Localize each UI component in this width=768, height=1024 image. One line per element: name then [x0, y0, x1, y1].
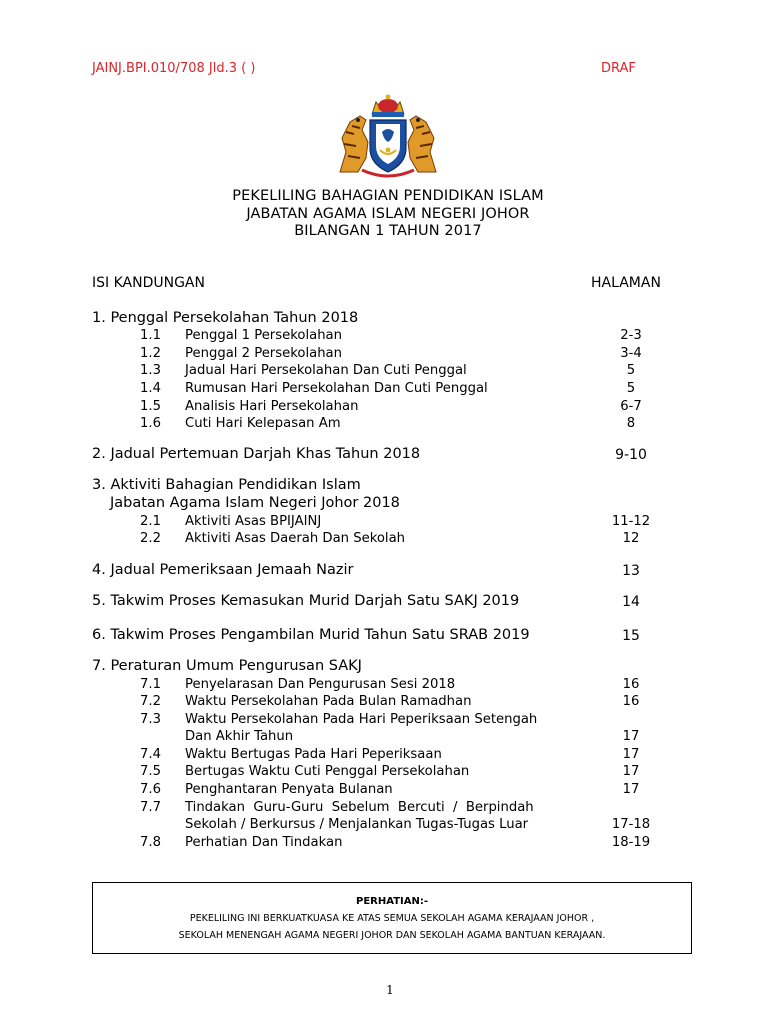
toc-item-num: 1.2 — [140, 346, 161, 361]
toc-item-text: Jadual Hari Persekolahan Dan Cuti Penggal — [185, 363, 467, 378]
toc-item-page: 5 — [626, 381, 636, 396]
toc-section-1: 1. Penggal Persekolahan Tahun 2018 — [92, 310, 359, 326]
notice-line-2: SEKOLAH MENENGAH AGAMA NEGERI JOHOR DAN SEKOLAH AGAMA BANTUAN KERAJAAN. — [178, 930, 606, 941]
toc-item-text: Rumusan Hari Persekolahan Dan Cuti Penggal — [185, 381, 488, 396]
toc-item-num: 7.4 — [140, 747, 161, 762]
toc-item-page: 3-4 — [620, 346, 642, 361]
toc-item-text: Waktu Persekolahan Pada Bulan Ramadhan — [185, 694, 472, 709]
toc-item-page: 17-18 — [611, 817, 651, 832]
toc-item-text: Penggal 1 Persekolahan — [185, 328, 342, 343]
toc-item-num: 7.8 — [140, 835, 161, 850]
toc-section-page: 15 — [622, 628, 640, 644]
toc-item-page: 18-19 — [611, 835, 651, 850]
toc-item-text: Perhatian Dan Tindakan — [185, 835, 343, 850]
toc-item-text: Waktu Bertugas Pada Hari Peperiksaan — [185, 747, 442, 762]
toc-item-text: Tindakan Guru-Guru Sebelum Bercuti / Berpindah — [185, 800, 534, 815]
toc-heading: ISI KANDUNGAN — [92, 275, 205, 291]
toc-section-3-line-2: Jabatan Agama Islam Negeri Johor 2018 — [110, 495, 400, 511]
toc-item-text: Waktu Persekolahan Pada Hari Peperiksaan Setengah — [185, 712, 538, 727]
notice-title: PERHATIAN:- — [356, 896, 428, 907]
toc-section-3: 3. Aktiviti Bahagian Pendidikan Islam — [92, 477, 361, 493]
toc-item-text: Penghantaran Penyata Bulanan — [185, 782, 393, 797]
toc-item-num: 7.6 — [140, 782, 161, 797]
toc-item-page: 2-3 — [620, 328, 642, 343]
toc-item-num: 7.5 — [140, 764, 161, 779]
toc-item-text: Bertugas Waktu Cuti Penggal Persekolahan — [185, 764, 470, 779]
toc-section-page: 14 — [622, 594, 640, 610]
toc-item-page: 16 — [622, 677, 640, 692]
toc-item-num: 1.6 — [140, 416, 161, 431]
toc-page-heading: HALAMAN — [591, 275, 661, 291]
toc-item-page: 17 — [622, 764, 640, 779]
page-number: 1 — [386, 983, 394, 997]
toc-item-num: 1.1 — [140, 328, 161, 343]
toc-item-page: 5 — [626, 363, 636, 378]
johor-coat-of-arms-icon — [332, 92, 444, 178]
draft-label: DRAF — [601, 61, 636, 76]
toc-item-num: 1.3 — [140, 363, 161, 378]
toc-item-num: 7.7 — [140, 800, 161, 815]
document-title-line-1: PEKELILING BAHAGIAN PENDIDIKAN ISLAM — [232, 188, 544, 204]
toc-section-4: 4. Jadual Pemeriksaan Jemaah Nazir — [92, 562, 354, 578]
toc-section-6: 6. Takwim Proses Pengambilan Murid Tahun Satu SRAB 2019 — [92, 627, 530, 643]
toc-item-page: 16 — [622, 694, 640, 709]
toc-section-2: 2. Jadual Pertemuan Darjah Khas Tahun 2018 — [92, 446, 421, 462]
toc-item-text: Penggal 2 Persekolahan — [185, 346, 342, 361]
toc-item-page: 11-12 — [611, 514, 651, 529]
toc-section-7: 7. Peraturan Umum Pengurusan SAKJ — [92, 658, 362, 674]
toc-item-num: 1.4 — [140, 381, 161, 396]
toc-item-num: 1.5 — [140, 399, 161, 414]
toc-item-num: 2.1 — [140, 514, 161, 529]
toc-item-num: 7.3 — [140, 712, 161, 727]
toc-item-text-line-2: Dan Akhir Tahun — [185, 729, 294, 744]
toc-section-5: 5. Takwim Proses Kemasukan Murid Darjah Satu SAKJ 2019 — [92, 593, 520, 609]
toc-item-text: Cuti Hari Kelepasan Am — [185, 416, 341, 431]
toc-item-text-line-2: Sekolah / Berkursus / Menjalankan Tugas-Tugas Luar — [185, 817, 529, 832]
toc-item-page: 8 — [626, 416, 636, 431]
toc-item-page: 17 — [622, 782, 640, 797]
toc-item-num: 2.2 — [140, 531, 161, 546]
document-title-line-3: BILANGAN 1 TAHUN 2017 — [294, 223, 482, 239]
reference-number: JAINJ.BPI.010/708 Jld.3 ( ) — [92, 61, 256, 76]
toc-item-page: 12 — [622, 531, 640, 546]
toc-item-text: Penyelarasan Dan Pengurusan Sesi 2018 — [185, 677, 456, 692]
notice-box — [92, 882, 692, 954]
toc-item-page: 6-7 — [620, 399, 642, 414]
toc-item-page: 17 — [622, 729, 640, 744]
notice-line-1: PEKELILING INI BERKUATKUASA KE ATAS SEMUA SEKOLAH AGAMA KERAJAAN JOHOR , — [189, 913, 595, 924]
toc-section-page: 9-10 — [615, 447, 647, 463]
toc-section-page: 13 — [622, 563, 640, 579]
toc-item-text: Aktiviti Asas BPIJAINJ — [185, 514, 322, 529]
toc-item-page: 17 — [622, 747, 640, 762]
toc-item-text: Aktiviti Asas Daerah Dan Sekolah — [185, 531, 406, 546]
toc-item-text: Analisis Hari Persekolahan — [185, 399, 359, 414]
toc-item-num: 7.1 — [140, 677, 161, 692]
toc-item-num: 7.2 — [140, 694, 161, 709]
document-title-line-2: JABATAN AGAMA ISLAM NEGERI JOHOR — [246, 206, 530, 222]
